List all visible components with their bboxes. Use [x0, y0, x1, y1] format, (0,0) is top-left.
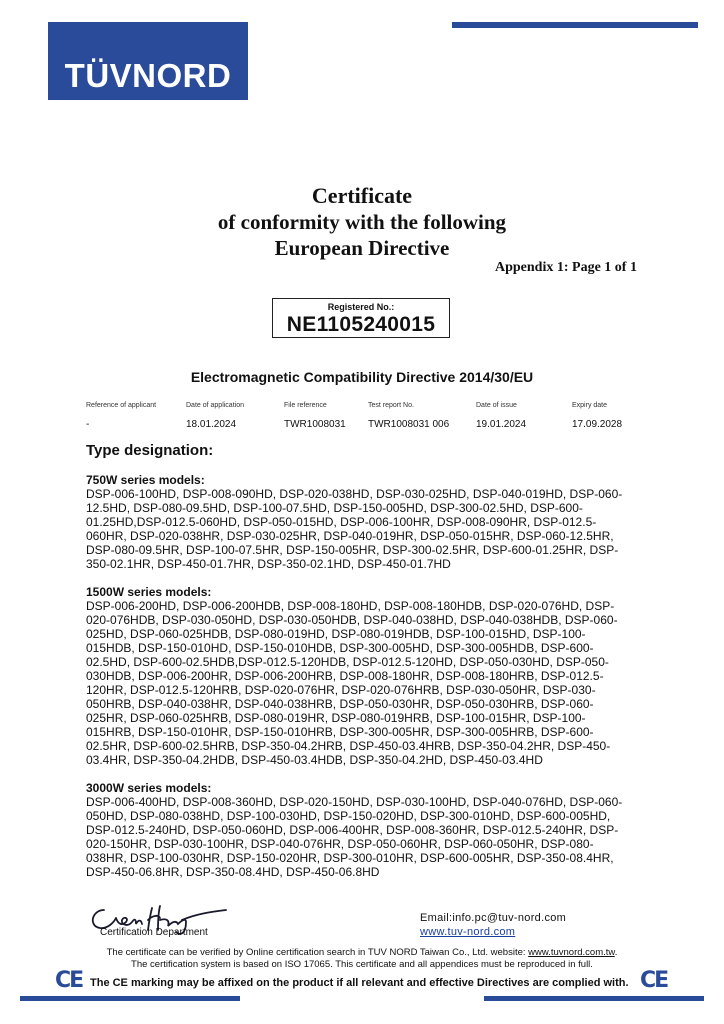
certificate-title: Certificate — [311, 183, 413, 208]
tuv-nord-logo — [48, 22, 248, 100]
top-accent-bar — [452, 22, 698, 28]
ref-label-date-application: Date of application — [186, 402, 244, 409]
ref-label-test-report: Test report No. — [368, 402, 414, 409]
series-3000w — [86, 781, 634, 879]
series-title: 1500W series models: — [86, 585, 212, 599]
series-1500w — [86, 585, 634, 767]
directive-title: Electromagnetic Compatibility Directive 2014/30/EU — [190, 369, 534, 385]
iso-note: The certification system is based on ISO 17065. This certificate and all appendices must be reproduced in full. — [131, 959, 593, 970]
ce-statement: The CE marking may be affixed on the product if all relevant and effective Directives are complied with. — [90, 977, 629, 989]
certificate-subtitle-2: European Directive — [274, 236, 450, 260]
verification-text: The certificate can be verified by Online certification search in TUV NORD Taiwan Co., Ltd. website: — [106, 947, 529, 958]
series-title: 750W series models: — [86, 473, 205, 487]
website-link[interactable]: www.tuv-nord.com — [420, 926, 516, 938]
series-models: DSP-006-400HD, DSP-008-360HD, DSP-020-150HD, DSP-030-100HD, DSP-040-076HD, DSP-060-050HD, DSP-080-038HD, DSP-100-030HD, DSP-150-020HD, DSP-300-010HD, DSP-600-005HD, DSP-012.5-240HD, DSP-050-060HD, DSP-006-400HR, DSP-008-360HR, DSP-012.5-240HR, DSP-020-150HR, DSP-030-100HR, DSP-040-076HR, DSP-050-060HR, DSP-060-050HR, DSP-080-038HR, DSP-100-030HR, DSP-150-020HR, DSP-300-010HR, DSP-600-005HR, DSP-350-08.4HR, DSP-450-06.8HR, DSP-350-08.4HD, DSP-450-06.8HD — [86, 795, 623, 879]
verification-note — [0, 947, 724, 958]
registration-number: NE1105240015 — [286, 313, 436, 336]
certificate-subtitle-1: of conformity with the following — [217, 210, 507, 234]
ref-label-date-issue: Date of issue — [476, 402, 517, 409]
registration-label: Registered No.: — [327, 302, 395, 312]
ref-value-test-report: TWR1008031 006 — [368, 419, 450, 430]
ref-value-file-reference: TWR1008031 — [284, 419, 346, 430]
ce-mark-icon-right: CE — [640, 968, 668, 993]
ref-label-expiry: Expiry date — [572, 402, 608, 409]
series-title: 3000W series models: — [86, 781, 212, 795]
series-models: DSP-006-100HD, DSP-008-090HD, DSP-020-038HD, DSP-030-025HD, DSP-040-019HD, DSP-060-12.5HD, DSP-080-09.5HD, DSP-100-07.5HD, DSP-150-005HD, DSP-300-02.5HD, DSP-600-01.25HD,DSP-012.5-060HD, DSP-050-015HD, DSP-006-100HR, DSP-008-090HR, DSP-012.5-060HR, DSP-020-038HR, DSP-030-025HR, DSP-040-019HR, DSP-050-015HR, DSP-060-12.5HR, DSP-080-09.5HR, DSP-100-07.5HR, DSP-150-005HR, DSP-300-02.5HR, DSP-600-01.25HR, DSP-350-02.1HR, DSP-450-01.7HR, DSP-350-02.1HD, DSP-450-01.7HD — [86, 487, 623, 571]
logo-text: TÜVNORD — [64, 57, 232, 94]
ce-mark-icon-left: CE — [55, 968, 83, 993]
ref-value-date-issue: 19.01.2024 — [476, 419, 527, 430]
bottom-accent-bar-left — [20, 996, 240, 1001]
verification-url-link[interactable]: www.tuvnord.com.tw — [528, 947, 615, 958]
series-750w — [86, 473, 634, 571]
registration-box — [272, 298, 450, 338]
ref-label-applicant: Reference of applicant — [86, 402, 157, 409]
appendix-label: Appendix 1: Page 1 of 1 — [495, 260, 637, 275]
type-designation-heading: Type designation: — [86, 442, 214, 459]
ref-value-date-application: 18.01.2024 — [186, 419, 237, 430]
bottom-accent-bar-right — [484, 996, 704, 1001]
ref-value-applicant: - — [86, 419, 90, 430]
contact-email: Email:info.pc@tuv-nord.com — [420, 912, 567, 924]
certification-department: Certification Department — [100, 927, 208, 938]
ref-value-expiry: 17.09.2028 — [572, 419, 623, 430]
ref-label-file-reference: File reference — [284, 402, 327, 409]
verification-end: . — [614, 947, 618, 958]
series-models: DSP-006-200HD, DSP-006-200HDB, DSP-008-180HD, DSP-008-180HDB, DSP-020-076HD, DSP-020-076HDB, DSP-030-050HD, DSP-030-050HDB, DSP-040-038HD, DSP-040-038HDB, DSP-060-025HD, DSP-060-025HDB, DSP-080-019HD, DSP-080-019HDB, DSP-100-015HD, DSP-100-015HDB, DSP-150-010HD, DSP-150-010HDB, DSP-300-005HD, DSP-300-005HDB, DSP-600-02.5HD, DSP-600-02.5HDB,DSP-012.5-120HDB, DSP-012.5-120HD, DSP-050-030HD, DSP-050-030HDB, DSP-006-200HR, DSP-006-200HRB, DSP-008-180HR, DSP-008-180HRB, DSP-012.5-120HR, DSP-012.5-120HRB, DSP-020-076HR, DSP-020-076HRB, DSP-030-050HR, DSP-030-050HRB, DSP-040-038HR, DSP-040-038HRB, DSP-050-030HR, DSP-050-030HRB, DSP-060-025HR, DSP-060-025HRB, DSP-080-019HR, DSP-080-019HRB, DSP-100-015HR, DSP-100-015HRB, DSP-150-010HR, DSP-150-010HRB, DSP-300-005HR, DSP-300-005HRB, DSP-600-02.5HR, DSP-600-02.5HRB, DSP-350-04.2HRB, DSP-450-03.4HRB, DSP-350-04.2HR, DSP-450-03.4HR, DSP-350-04.2HDB, DSP-450-03.4HDB, DSP-350-04.2HD, DSP-450-03.4HD — [86, 599, 618, 767]
